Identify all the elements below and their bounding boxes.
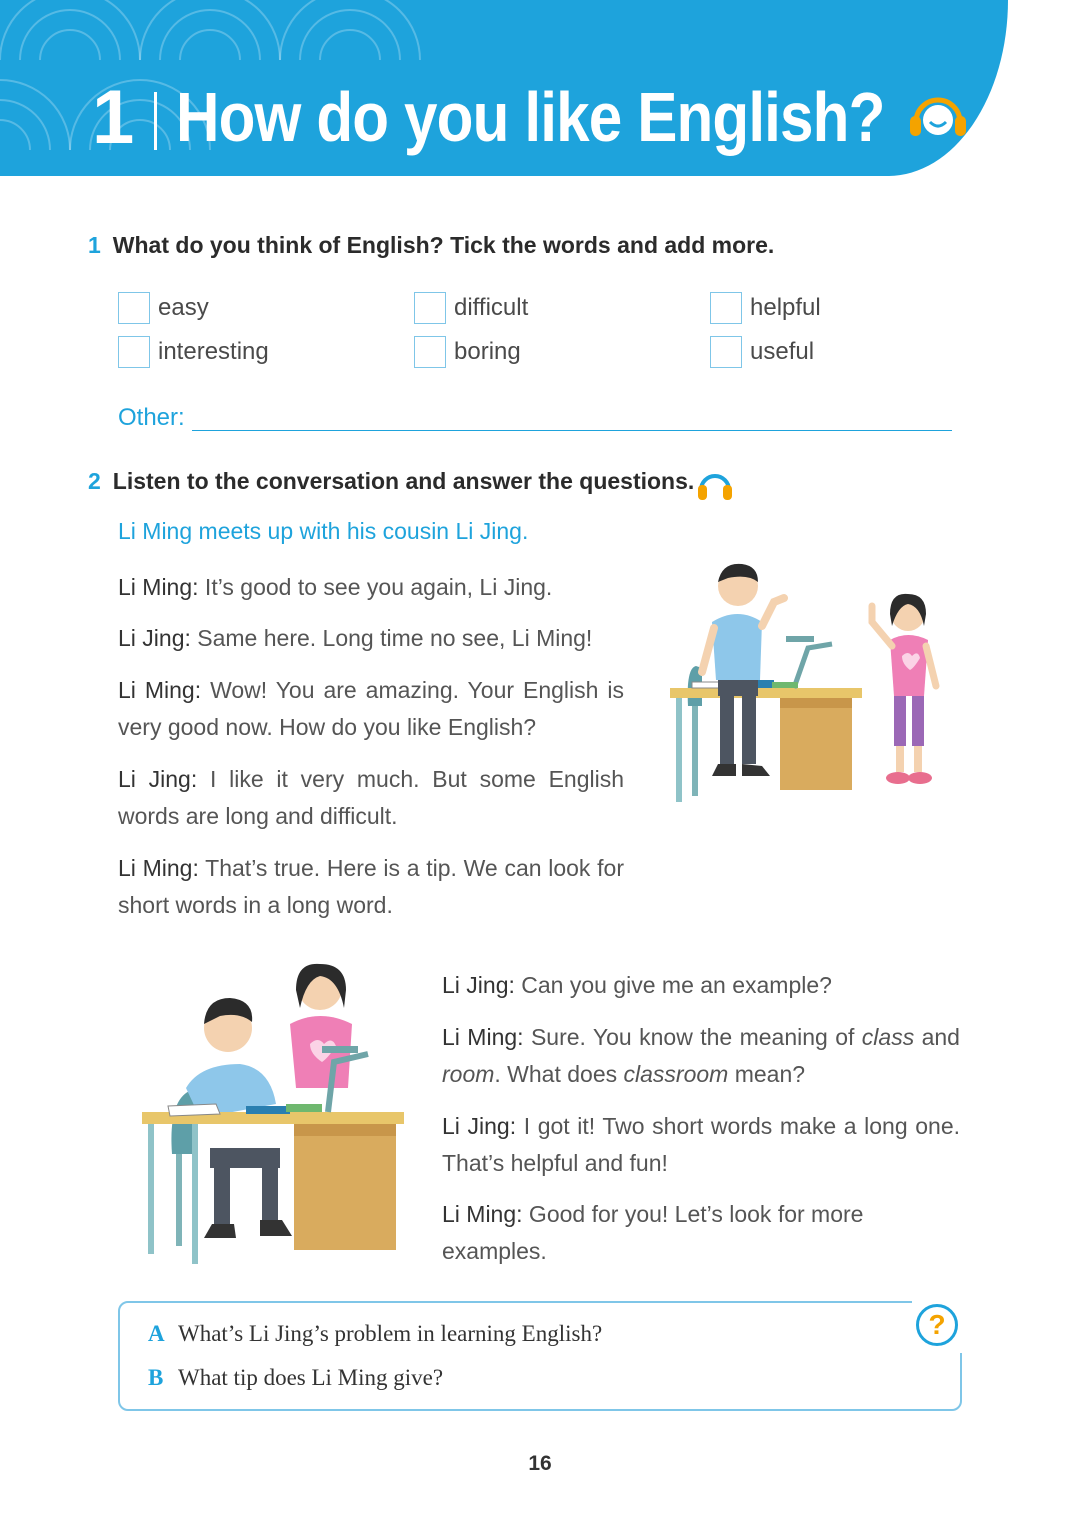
- section-1-number: 1: [88, 232, 101, 258]
- checkbox[interactable]: [414, 292, 446, 324]
- unit-header: [0, 0, 1008, 176]
- dialogue-text: . What does: [494, 1061, 624, 1087]
- section-2-number: 2: [88, 468, 101, 494]
- dialogue-line: [442, 967, 960, 1004]
- dialogue-text: Can you give me an example?: [514, 972, 832, 998]
- dialogue-line: [118, 620, 624, 657]
- option-label: difficult: [454, 294, 529, 321]
- question-letter: B: [148, 1365, 164, 1390]
- speaker-name: Li Ming :: [442, 1201, 523, 1227]
- checkbox[interactable]: [710, 336, 742, 368]
- emphasis-word: classroom: [623, 1061, 729, 1087]
- question-b: [148, 1365, 443, 1391]
- dialogue-text: mean?: [728, 1061, 806, 1087]
- headphones-icon[interactable]: [696, 466, 734, 502]
- dialogue-text: That’s true. Here is a tip. We can look for short words in a long word.: [118, 855, 624, 918]
- section-1-heading: [88, 232, 774, 259]
- checkbox[interactable]: [118, 336, 150, 368]
- question-letter: A: [148, 1321, 165, 1346]
- questions-box: [118, 1301, 962, 1411]
- dialogue-line: [118, 761, 624, 835]
- dialogue-text: Good for you! Let’s look for more examples.: [442, 1201, 864, 1264]
- question-text: What’s Li Jing’s problem in learning English?: [178, 1321, 603, 1346]
- unit-number: 1: [92, 75, 135, 160]
- dialogue-line: [118, 850, 624, 924]
- question-text: What tip does Li Ming give?: [178, 1365, 444, 1390]
- dialogue-line: [118, 569, 624, 606]
- speaker-name: Li Ming :: [118, 677, 201, 703]
- dialogue-text: Sure. You know the meaning of: [523, 1024, 862, 1050]
- headphones-smile-icon[interactable]: [908, 92, 968, 142]
- option-label: boring: [454, 338, 521, 365]
- dialogue-line: [442, 1108, 960, 1182]
- dialogue-text: I like it very much. But some English words are long and difficult.: [118, 766, 624, 829]
- emphasis-word: room: [442, 1061, 495, 1087]
- checkbox[interactable]: [710, 292, 742, 324]
- tick-option-interesting[interactable]: [118, 336, 269, 368]
- dialogue-text: It’s good to see you again, Li Jing.: [198, 574, 553, 600]
- speaker-name: Li Ming :: [118, 855, 199, 881]
- tick-option-boring[interactable]: [414, 336, 521, 368]
- dialogue-line: [118, 672, 624, 746]
- checkbox[interactable]: [118, 292, 150, 324]
- dialogue-text: Same here. Long time no see, Li Ming!: [190, 625, 593, 651]
- speaker-name: Li Jing :: [118, 625, 191, 651]
- dialogue-intro: Li Ming meets up with his cousin Li Jing.: [118, 518, 529, 544]
- speaker-name: Li Ming :: [442, 1024, 524, 1050]
- tick-option-difficult[interactable]: [414, 292, 528, 324]
- speaker-name: Li Ming :: [118, 574, 199, 600]
- option-label: interesting: [158, 338, 269, 365]
- speaker-name: Li Jing :: [442, 972, 515, 998]
- dialogue-text: Wow! You are amazing. Your English is very good now. How do you like English?: [118, 677, 624, 740]
- illustration-greeting: [662, 556, 952, 806]
- tick-option-useful[interactable]: [710, 336, 814, 368]
- section-1-instruction: What do you think of English? Tick the words and add more.: [112, 232, 775, 258]
- tick-option-easy[interactable]: [118, 292, 209, 324]
- question-a: [148, 1321, 602, 1347]
- option-label: useful: [750, 338, 815, 365]
- checkbox[interactable]: [414, 336, 446, 368]
- dialogue-line: [442, 1196, 960, 1270]
- dialogue-text: I got it! Two short words make a long one. That’s helpful and fun!: [442, 1113, 960, 1176]
- tick-option-helpful[interactable]: [710, 292, 821, 324]
- speaker-name: Li Jing :: [442, 1113, 516, 1139]
- section-2-instruction: Listen to the conversation and answer the questions.: [112, 468, 695, 494]
- emphasis-word: class: [861, 1024, 915, 1050]
- section-2-heading: [88, 468, 694, 495]
- speaker-name: Li Jing :: [118, 766, 197, 792]
- dialogue-line: [442, 1019, 960, 1093]
- illustration-studying: [140, 958, 410, 1268]
- unit-divider: [154, 92, 157, 150]
- unit-title: How do you like English?: [176, 78, 885, 156]
- page-number: 16: [528, 1452, 552, 1475]
- other-label: Other:: [118, 404, 185, 431]
- option-label: helpful: [750, 294, 821, 321]
- question-mark-icon[interactable]: ?: [916, 1304, 958, 1346]
- dialogue-text: and: [914, 1024, 960, 1050]
- option-label: easy: [158, 294, 209, 321]
- other-answer-line[interactable]: [192, 430, 952, 431]
